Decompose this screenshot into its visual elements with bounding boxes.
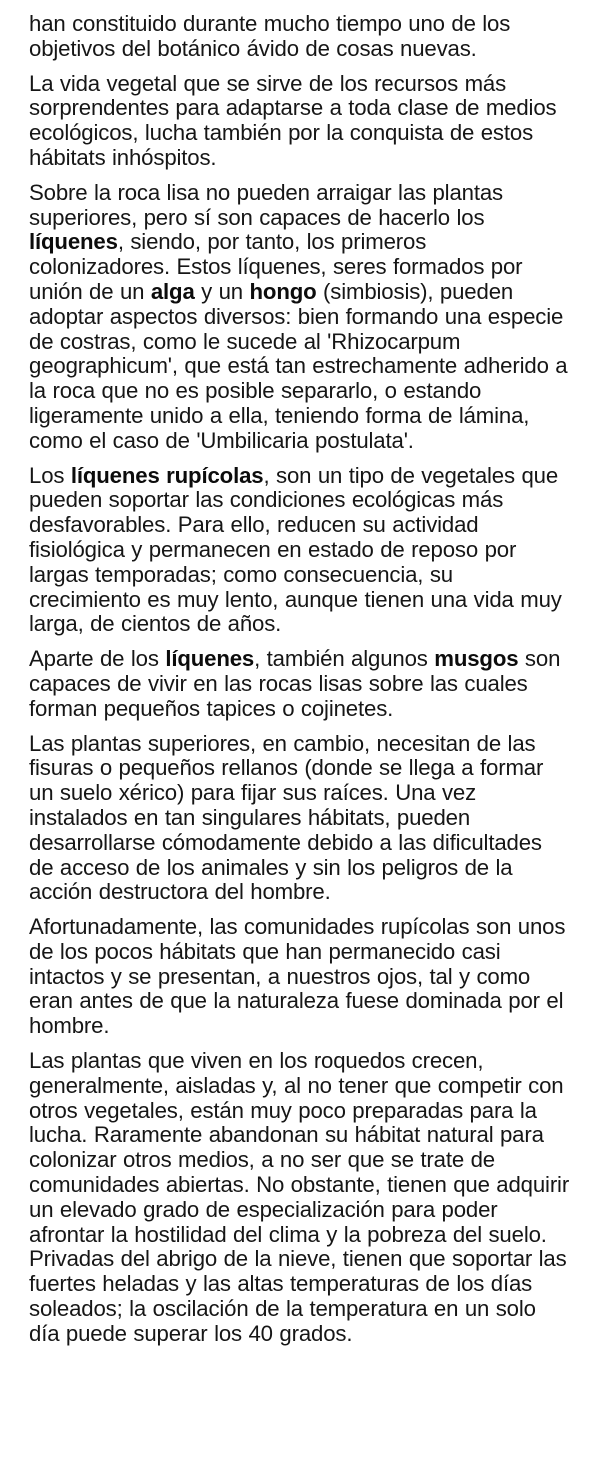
bold-term: musgos — [434, 646, 519, 672]
paragraph — [29, 915, 571, 1039]
text-run: Sobre la roca lisa no pueden arraigar las plantas superiores, pero sí son capaces de hacerlo los — [29, 179, 503, 230]
text-run: y un — [194, 278, 250, 304]
text-run: Las plantas superiores, en cambio, necesitan de las fisuras o pequeños rellanos (donde se llega a formar un suelo xérico) para fijar sus raíces. Una vez instalados en tan singulares hábitats, pueden desarrollarse cómodamente debido a las dificultades de acceso de los animales y sin los peligros de la acción destructora del hombre. — [29, 730, 544, 905]
paragraph — [29, 181, 571, 454]
paragraph — [29, 1049, 571, 1347]
text-run: , también algunos — [254, 646, 435, 672]
bold-term: líquenes rupícolas — [70, 462, 264, 488]
text-run: han constituido durante mucho tiempo uno de los objetivos del botánico ávido de cosas nuevas. — [29, 11, 511, 61]
bold-term: líquenes — [29, 229, 118, 255]
paragraph — [29, 72, 571, 171]
paragraph — [29, 732, 571, 906]
text-run: (simbiosis), pueden adoptar aspectos diversos: bien formando una especie de costras, como le sucede al 'Rhizocarpum geographicum', que está tan estrechamente adherido a la roca que no es posible separarlo, o estando ligeramente unido a ella, teniendo forma de lámina, como el caso de 'Umbilicaria postulata'. — [29, 278, 568, 453]
bold-term: líquenes — [165, 646, 255, 672]
bold-term: hongo — [249, 278, 317, 304]
text-run: Aparte de los — [29, 646, 166, 672]
document-body — [29, 12, 571, 1347]
bold-term: alga — [150, 278, 195, 304]
text-run: son capaces de vivir en las rocas lisas sobre las cuales forman pequeños tapices o cojinetes. — [29, 646, 561, 721]
paragraph — [29, 647, 571, 721]
text-run: Afortunadamente, las comunidades rupícolas son unos de los pocos hábitats que han permanecido casi intactos y se presentan, a nuestros ojos, tal y como eran antes de que la naturaleza fuese dominada por el hombre. — [29, 914, 566, 1039]
text-run: Las plantas que viven en los roquedos crecen, generalmente, aisladas y, al no tener que competir con otros vegetales, están muy poco preparadas para la lucha. Raramente abandonan su hábitat natural para colonizar otros medios, a no ser que se trate de comunidades abiertas. No obstante, tienen que adquirir un elevado grado de especialización para poder afrontar la hostilidad del clima y la pobreza del suelo. Privadas del abrigo de la nieve, tienen que soportar las fuertes heladas y las altas temperaturas de los días soleados; la oscilación de la temperatura en un solo día puede superar los 40 grados. — [29, 1048, 570, 1346]
text-run: Los — [29, 462, 71, 488]
paragraph — [29, 12, 571, 62]
paragraph — [29, 464, 571, 638]
text-run: , siendo, por tanto, los primeros colonizadores. Estos líquenes, seres formados por unión de un — [29, 229, 523, 304]
text-run: La vida vegetal que se sirve de los recursos más sorprendentes para adaptarse a toda clase de medios ecológicos, lucha también por la conquista de estos hábitats inhóspitos. — [29, 70, 557, 170]
text-run: , son un tipo de vegetales que pueden soportar las condiciones ecológicas más desfavorables. Para ello, reducen su actividad fisiológica y permanecen en estado de reposo por largas temporadas; como consecuencia, su crecimiento es muy lento, aunque tienen una vida muy larga, de cientos de años. — [29, 462, 562, 637]
